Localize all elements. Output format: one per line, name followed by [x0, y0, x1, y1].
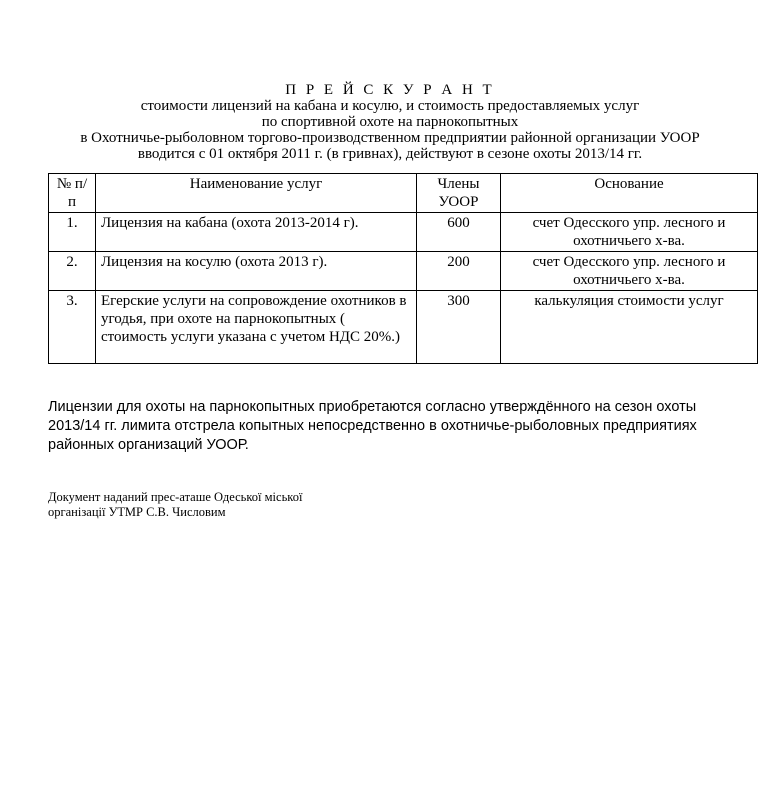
row-num: 1.	[49, 213, 96, 252]
document-title: П Р Е Й С К У Р А Н Т	[285, 82, 495, 98]
signature-line-2: організації УТМР С.В. Числовим	[48, 505, 226, 519]
row-basis: калькуляция стоимости услуг	[501, 291, 758, 364]
row-price: 300	[417, 291, 501, 364]
row-num: 3.	[49, 291, 96, 364]
header-num: № п/п	[49, 174, 96, 213]
table-row	[49, 252, 758, 291]
signature-block	[48, 490, 448, 520]
subtitle-line-3: в Охотничье-рыболовном торгово-производственном предприятии районной организации УООР	[80, 130, 700, 146]
signature-line-1: Документ наданий прес-аташе Одеської міської	[48, 490, 303, 504]
header-price: Члены УООР	[417, 174, 501, 213]
header-basis: Основание	[501, 174, 758, 213]
table-row	[49, 213, 758, 252]
row-num: 2.	[49, 252, 96, 291]
table-row	[49, 291, 758, 364]
subtitle-line-1: стоимости лицензий на кабана и косулю, и стоимость предоставляемых услуг	[140, 98, 640, 114]
row-name: Лицензия на косулю (охота 2013 г).	[96, 252, 417, 291]
license-note: Лицензии для охоты на парнокопытных приобретаются согласно утверждённого на сезон охоты 2013/14 гг. лимита отстрела копытных непосредственно в охотничье-рыболовных предприятиях районных организаций УООР.	[48, 399, 697, 453]
subtitle-line-4: вводится с 01 октября 2011 г. (в гривнах), действуют в сезоне охоты 2013/14 гг.	[137, 146, 643, 162]
row-basis: счет Одесского упр. лесного и охотничьего х-ва.	[501, 213, 758, 252]
subtitle-line-2: по спортивной охоте на парнокопытных	[261, 114, 519, 130]
row-price: 200	[417, 252, 501, 291]
header-name: Наименование услуг	[96, 174, 417, 213]
document-heading	[20, 82, 760, 162]
row-price: 600	[417, 213, 501, 252]
row-basis: счет Одесского упр. лесного и охотничьего х-ва.	[501, 252, 758, 291]
row-name: Егерские услуги на сопровождение охотников в угодья, при охоте на парнокопытных ( стоимость услуги указана с учетом НДС 20%.)	[96, 291, 417, 364]
row-name: Лицензия на кабана (охота 2013-2014 г).	[96, 213, 417, 252]
table-header-row	[49, 174, 758, 213]
price-table	[48, 173, 758, 364]
